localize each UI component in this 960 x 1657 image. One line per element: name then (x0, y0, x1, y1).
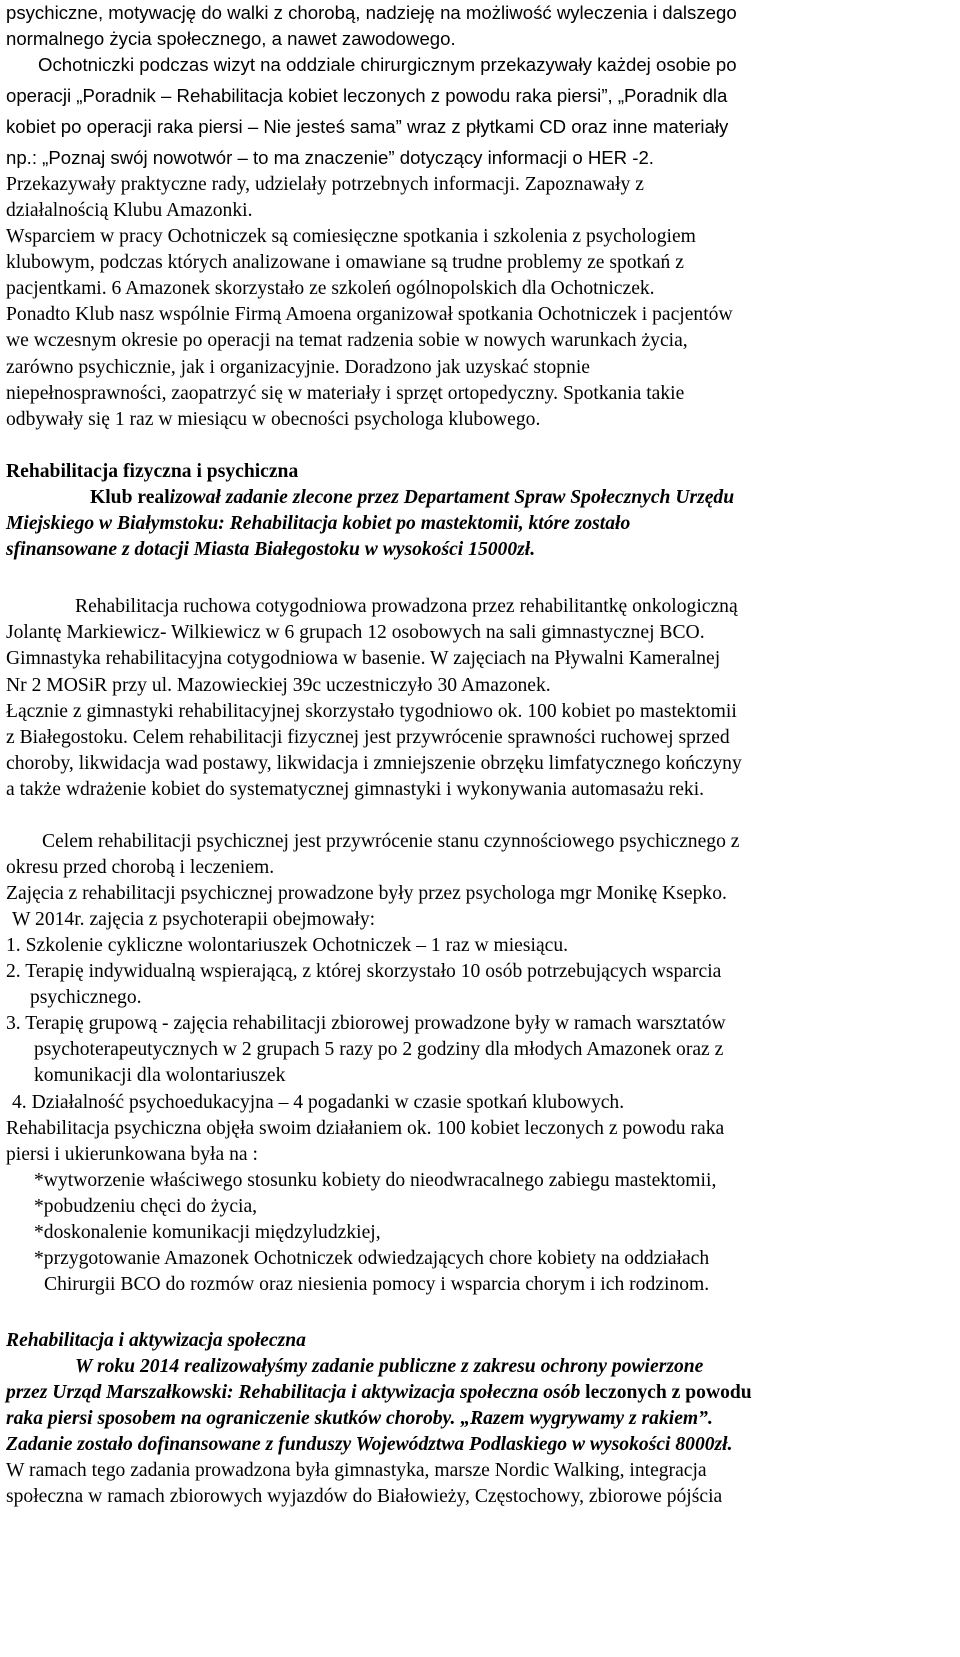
psych-list-item-4: 4. Działalność psychoedukacyjna – 4 pogadanki w czasie spotkań klubowych. (12, 1092, 625, 1113)
para1-line-10: odbywały się 1 raz w miesiącu w obecności psychologa klubowego. (6, 409, 541, 430)
psych-bullet-1: *wytworzenie właściwego stosunku kobiety do nieodwracalnego zabiegu mastektomii, (34, 1170, 717, 1191)
psych-line-1: Celem rehabilitacji psychicznej jest przywrócenie stanu czynnościowego psychicznego z (42, 831, 740, 852)
ochotniczki-line-3: kobiet po operacji raka piersi – Nie jesteś sama” wraz z płytkami CD oraz inne materiały (6, 116, 729, 137)
social-line-4: Zadanie zostało dofinansowane z funduszy Województwa Podlaskiego w wysokości 8000zł. (6, 1434, 733, 1455)
social-heading: Rehabilitacja i aktywizacja społeczna (6, 1330, 306, 1351)
para1-line-6: Ponadto Klub nasz wspólnie Firmą Amoena organizował spotkania Ochotniczek i pacjentów (6, 304, 733, 325)
psych-list-item-3-cont-2: komunikacji dla wolontariuszek (34, 1065, 286, 1086)
rehab-intro-line-3: sfinansowane z dotacji Miasta Białegostoku w wysokości 15000zł. (6, 539, 536, 560)
rehab-intro-line-1 (90, 485, 734, 511)
physical-line-3: Gimnastyka rehabilitacyjna cotygodniowa w basenie. W zajęciach na Pływalni Kameralnej (6, 648, 721, 669)
social-tail-line-2: społeczna w ramach zbiorowych wyjazdów do Białowieży, Częstochowy, zbiorowe pójścia (6, 1486, 723, 1507)
social-line-3: raka piersi sposobem na ograniczenie skutków choroby. „Razem wygrywamy z rakiem”. (6, 1408, 713, 1429)
social-line-2-bi: przez Urząd Marszałkowski: Rehabilitacja i aktywizacja społeczna osób (6, 1382, 586, 1403)
psych-line-3: Zajęcia z rehabilitacji psychicznej prowadzone były przez psychologa mgr Monikę Ksepko. (6, 883, 727, 904)
para1-line-1: Przekazywały praktyczne rady, udzielały potrzebnych informacji. Zapoznawały z (6, 174, 644, 195)
physical-line-2: Jolantę Markiewicz- Wilkiewicz w 6 grupach 12 osobowych na sali gimnastycznej BCO. (6, 622, 705, 643)
physical-line-5: Łącznie z gimnastyki rehabilitacyjnej skorzystało tygodniowo ok. 100 kobiet po mastektomii (6, 701, 737, 722)
psych-list-item-2: 2. Terapię indywidualną wspierającą, z której skorzystało 10 osób potrzebujących wsparcia (6, 961, 722, 982)
physical-line-4: Nr 2 MOSiR przy ul. Mazowieckiej 39c uczestniczyło 30 Amazonek. (6, 675, 551, 696)
ochotniczki-line-4: np.: „Poznaj swój nowotwór – to ma znaczenie” dotyczący informacji o HER -2. (6, 147, 654, 168)
psych-list-item-2-cont: psychicznego. (30, 987, 142, 1008)
psych-bullet-4: *przygotowanie Amazonek Ochotniczek odwiedzających chore kobiety na oddziałach (34, 1248, 710, 1269)
psych-list-item-3: 3. Terapię grupową - zajęcia rehabilitacji zbiorowej prowadzone były w ramach warsztatów (6, 1013, 726, 1034)
para1-line-8: zarówno psychicznie, jak i organizacyjnie. Doradzono jak uzyskać stopnie (6, 357, 590, 378)
psych-line-6: piersi i ukierunkowana była na : (6, 1144, 258, 1165)
psych-line-5: Rehabilitacja psychiczna objęła swoim działaniem ok. 100 kobiet leczonych z powodu raka (6, 1118, 725, 1139)
ochotniczki-line-1: Ochotniczki podczas wizyt na oddziale chirurgicznym przekazywały każdej osobie po (38, 54, 737, 75)
social-line-1: W roku 2014 realizowałyśmy zadanie publiczne z zakresu ochrony powierzone (75, 1356, 704, 1377)
rehab-intro-bi: izował zadanie zlecone przez Departament Spraw Społecznych Urzędu (169, 487, 735, 508)
psych-bullet-4-cont: Chirurgii BCO do rozmów oraz niesienia pomocy i wsparcia chorym i ich rodzinom. (44, 1274, 710, 1295)
rehab-intro-bold: Klub real (90, 487, 170, 508)
social-line-2 (6, 1380, 752, 1406)
social-line-2-b: leczonych z powodu (585, 1382, 752, 1403)
psych-list-item-3-cont-1: psychoterapeutycznych w 2 grupach 5 razy po 2 godziny dla młodych Amazonek oraz z (34, 1039, 724, 1060)
psych-line-2: okresu przed chorobą i leczeniem. (6, 857, 275, 878)
psych-line-4: W 2014r. zajęcia z psychoterapii obejmowały: (12, 909, 376, 930)
rehab-intro-line-2: Miejskiego w Białymstoku: Rehabilitacja kobiet po mastektomii, które zostało (6, 513, 631, 534)
psych-list-item-1: 1. Szkolenie cykliczne wolontariuszek Ochotniczek – 1 raz w miesiącu. (6, 935, 569, 956)
psych-bullet-2: *pobudzeniu chęci do życia, (34, 1196, 258, 1217)
para1-line-2: działalnością Klubu Amazonki. (6, 200, 253, 221)
para1-line-4: klubowym, podczas których analizowane i omawiane są trudne problemy ze spotkań z (6, 252, 684, 273)
physical-line-1: Rehabilitacja ruchowa cotygodniowa prowadzona przez rehabilitantkę onkologiczną (75, 596, 738, 617)
para1-line-7: we wczesnym okresie po operacji na temat radzenia sobie w nowych warunkach życia, (6, 330, 688, 351)
psych-bullet-3: *doskonalenie komunikacji międzyludzkiej, (34, 1222, 381, 1243)
ochotniczki-line-2: operacji „Poradnik – Rehabilitacja kobiet leczonych z powodu raka piersi”, „Poradnik dla (6, 85, 728, 106)
physical-line-7: choroby, likwidacja wad postawy, likwidacja i zmniejszenie obrzęku limfatycznego kończyny (6, 753, 742, 774)
rehab-heading: Rehabilitacja fizyczna i psychiczna (6, 461, 299, 482)
physical-line-8: a także wdrażenie kobiet do systematycznej gimnastyki i wykonywania automasażu reki. (6, 779, 705, 800)
intro-line-2: normalnego życia społecznego, a nawet zawodowego. (6, 28, 456, 49)
para1-line-3: Wsparciem w pracy Ochotniczek są comiesięczne spotkania i szkolenia z psychologiem (6, 226, 696, 247)
intro-line-1: psychiczne, motywację do walki z chorobą, nadzieję na możliwość wyleczenia i dalszego (6, 2, 737, 23)
para1-line-9: niepełnosprawności, zaopatrzyć się w materiały i sprzęt ortopedyczny. Spotkania takie (6, 383, 685, 404)
social-tail-line-1: W ramach tego zadania prowadzona była gimnastyka, marsze Nordic Walking, integracja (6, 1460, 707, 1481)
physical-line-6: z Białegostoku. Celem rehabilitacji fizycznej jest przywrócenie sprawności ruchowej sprzed (6, 727, 730, 748)
para1-line-5: pacjentkami. 6 Amazonek skorzystało ze szkoleń ogólnopolskich dla Ochotniczek. (6, 278, 655, 299)
